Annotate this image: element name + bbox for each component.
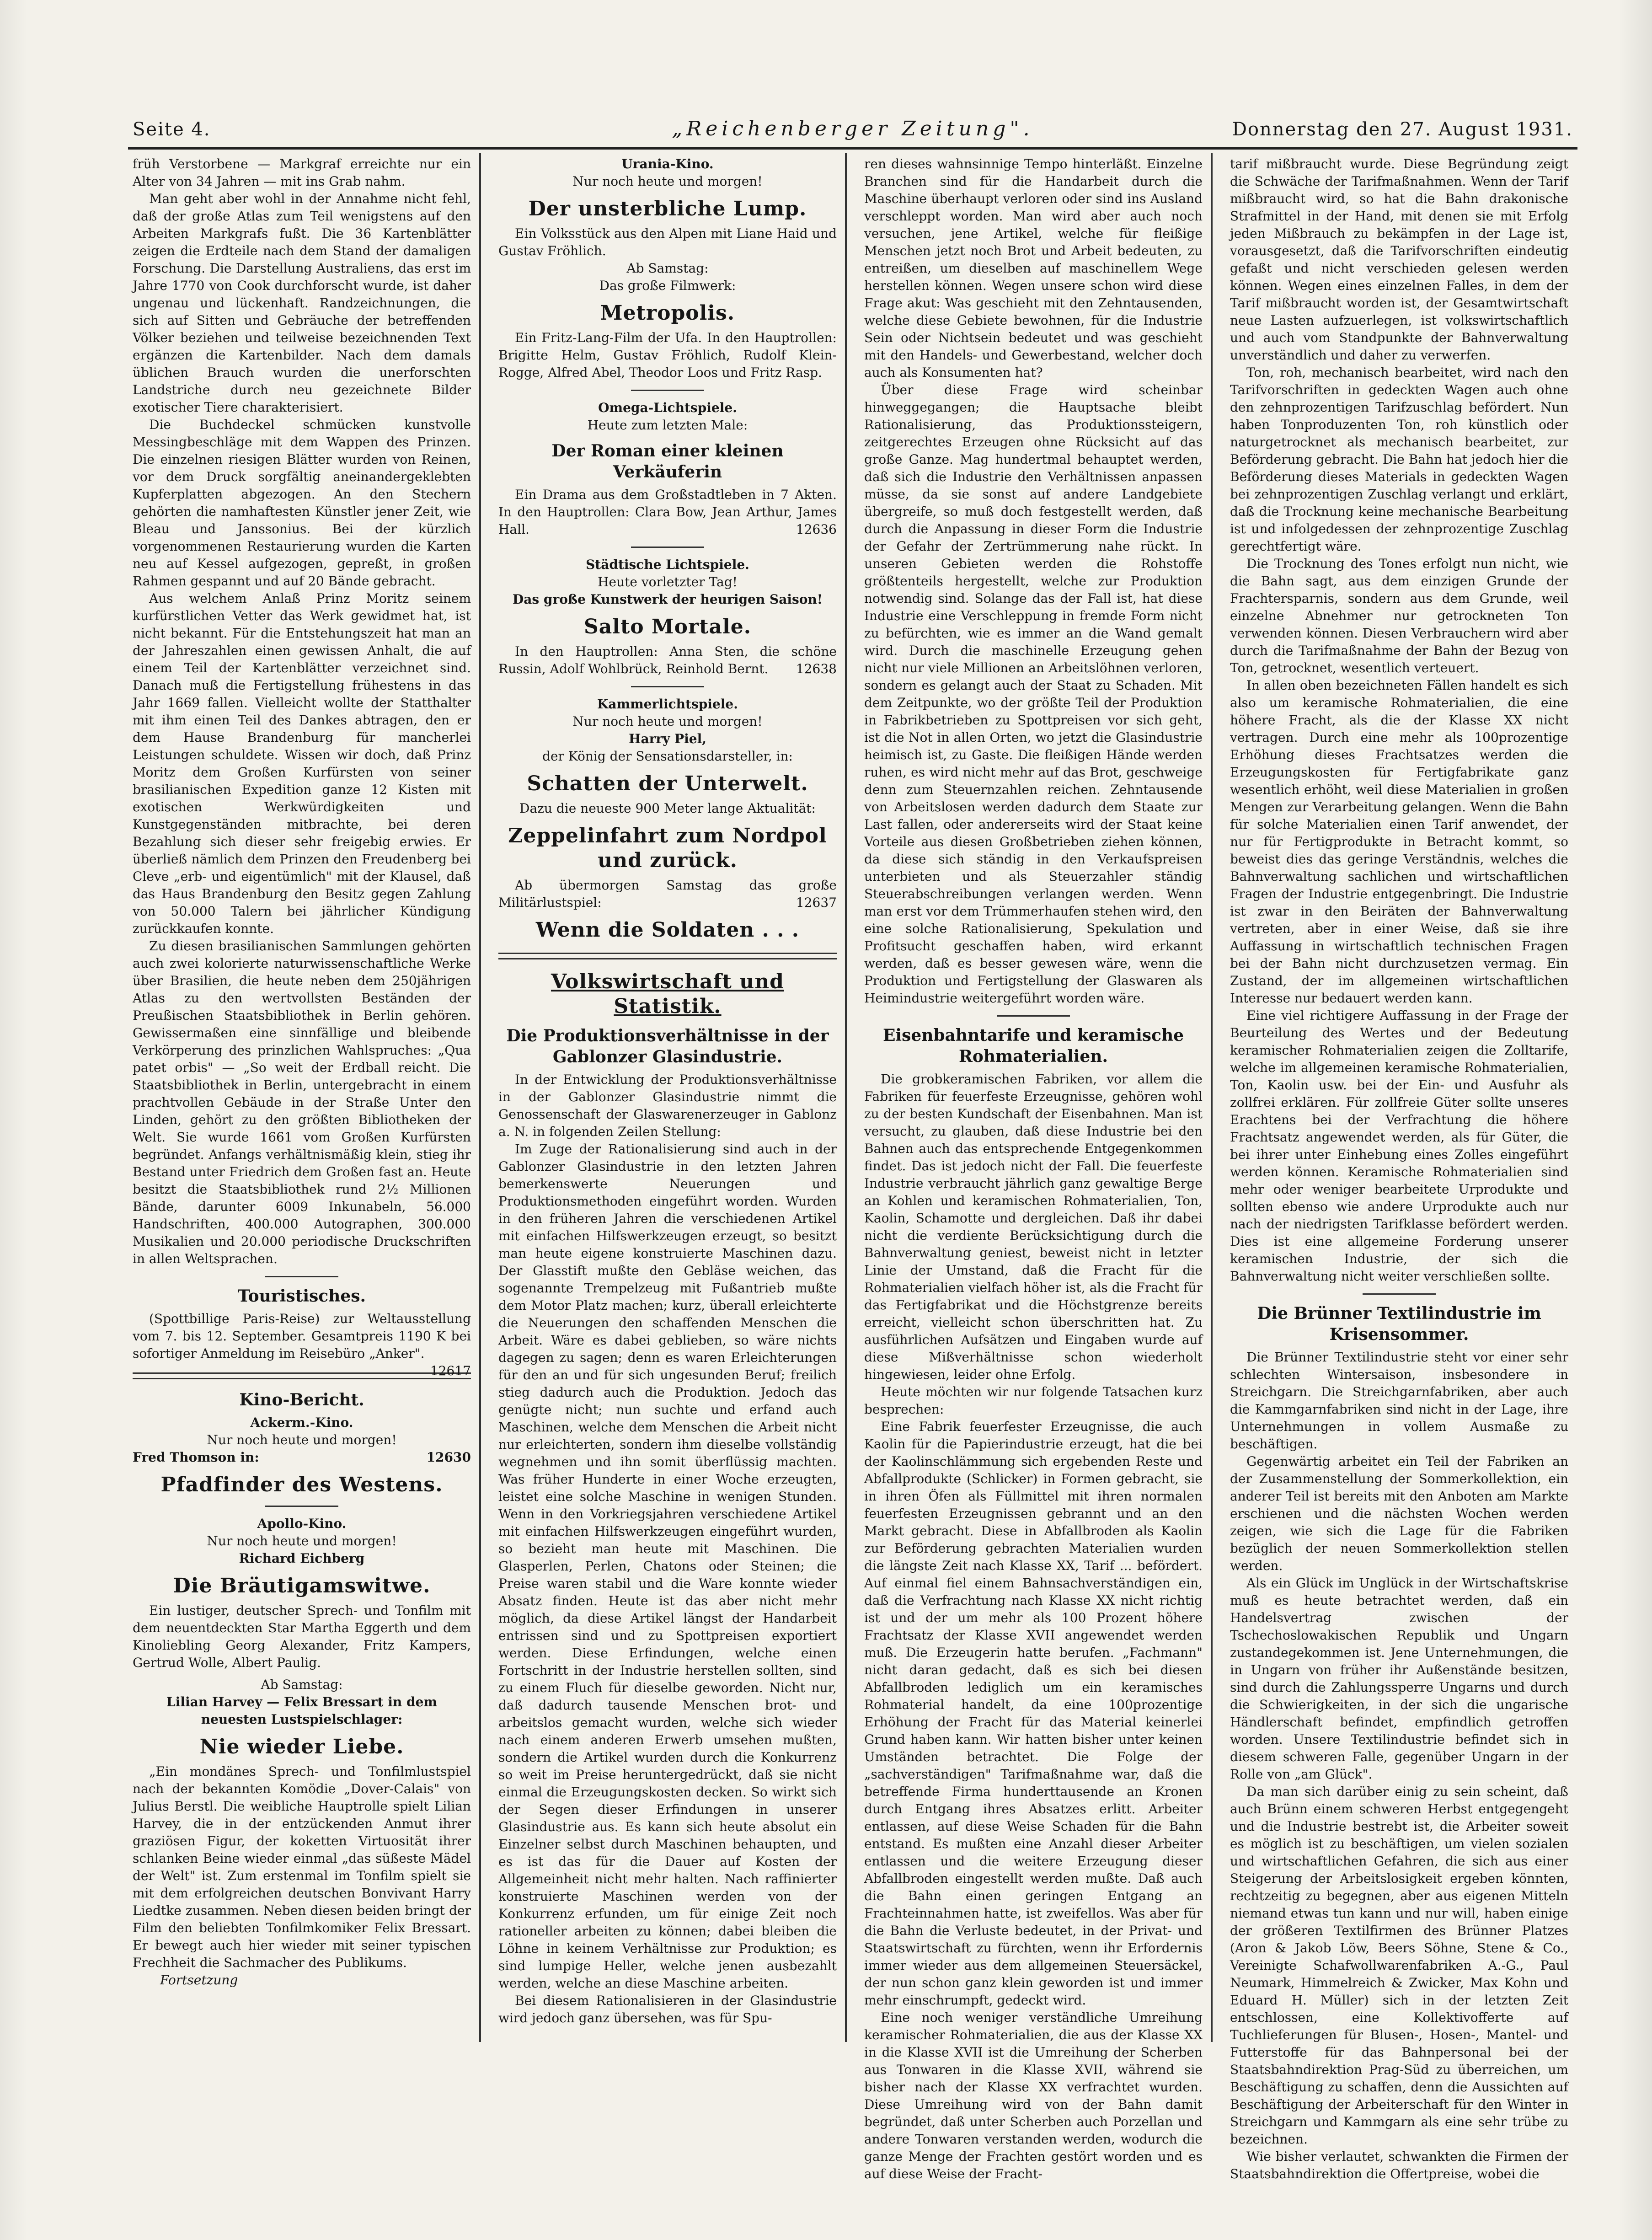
- cinema-name: Apollo-Kino.: [257, 1516, 347, 1531]
- section-heading-tourism: Touristisches.: [237, 1286, 366, 1306]
- article-paragraph: Die Brünner Textilindustrie steht vor einer sehr schlechten Wintersaison, insbesondere in Streichgarn. Die Streichgarnfabriken, aber auch die Kammgarnfabriken sind nicht in der Lage, ihre Unternehmungen in vollem Ausmaße zu beschäftigen.: [1230, 1350, 1568, 1452]
- article-paragraph: tarif mißbraucht wurde. Diese Begründung zeigt die Schwäche der Tarifmaßnahmen. Wenn der Tarif mißbraucht wird, so hat die Bahn drakonische Strafmittel in der Hand, mit denen sie mit Erfolg jeden Mißbrauch zu bekämpfen in der Lage ist, vorausgesetzt, daß die Tarifvorschriften eindeutig gefaßt und nicht verschieden gelesen werden können. Wegen eines einzelnen Falles, in dem der Tarif mißbraucht worden ist, der Gesamtwirtschaft neue Lasten aufzuerlegen, ist volkswirtschaftlich und auch vom Standpunkte der Bahnverwaltung unverständlich und daher zu verwerfen.: [1230, 156, 1568, 363]
- newspaper-title: „Reichenberger Zeitung".: [672, 117, 1034, 140]
- film-title: Wenn die Soldaten . . .: [535, 918, 800, 942]
- cinema-days: Heute vorletzter Tag!: [598, 574, 738, 589]
- column-4: [1230, 155, 1568, 2181]
- article-paragraph: Bei diesem Rationalisieren in der Glasindustrie wird jedoch ganz übersehen, was für Spu-: [498, 1993, 837, 2026]
- film-title: Der unsterbliche Lump.: [528, 197, 807, 220]
- article-paragraph: Eine Fabrik feuerfester Erzeugnisse, die auch Kaolin für die Papierindustrie erzeugt, hat die bei der Kaolinschlämmung sich ergebenden Reste und Abfallprodukte (Schlicker) in Formen gebracht, sie in ihren Öfen als Füllmittel mit ihren normalen feuerfesten Erzeugnissen gebrannt und an den Markt gebracht. Diese in Abfallbroden als Kaolin zur Beförderung gebrachten Materialien wurden die längste Zeit nach Klasse XX, Tarif ... befördert. Auf einmal fiel einem Bahnsachverständigen ein, daß die Verfrachtung nach Klasse XX nicht richtig ist und der um mehr als 100 Prozent höhere Frachtsatz der Klasse XVII angewendet werden muß. Die Erzeugerin hatte berufen. „Fachmann" nicht daran gedacht, daß es sich bei diesen Abfallbroden lediglich um ein keramisches Rohmaterial handelt, da eine 100prozentige Erhöhung der Fracht für das Material keinerlei Grund haben kann. Wir hatten bisher unter keinen Umständen betrachtet. Die Folge der „sachverständigen" Tarifmaßnahme war, daß die betreffende Firma hunderttausende an Kronen durch Entgang ihres Absatzes erlitt. Arbeiter entlassen, auf diese Weise Schaden für die Bahn entstand. Es mußten eine Anzahl dieser Arbeiter entlassen und die weitere Erzeugung dieser Abfallbroden eingestellt werden mußte. Daß auch die Bahn einen geringen Entgang an Frachteinnahmen hatte, ist zweifellos. Was aber für die Bahn die Verluste bedeutet, in der Privat- und Staatswirtschaft zu fürchten, wenn ihr Erfordernis immer wieder aus dem allgemeinen Steuersäckel, der nun schon ganz klein geworden ist und immer mehr einschrumpft, gedeckt wird.: [864, 1419, 1203, 2008]
- section-divider: [631, 686, 704, 687]
- film-extra: Dazu die neueste 900 Meter lange Aktualität:: [519, 801, 816, 816]
- cinema-days: Nur noch heute und morgen!: [207, 1432, 397, 1447]
- article-paragraph: Gegenwärtig arbeitet ein Teil der Fabriken an der Zusammenstellung der Sommerkollektion, ein anderer Teil ist bereits mit den Anboten am Markte erschienen und die nächsten Wochen werden zeigen, wie sich die Lage für die Fabriken bezüglich der neuen Sommerkollektion stellen werden.: [1230, 1454, 1568, 1573]
- article-paragraph: Die Trocknung des Tones erfolgt nun nicht, wie die Bahn sagt, aus dem einzigen Grunde der Frachtersparnis, sondern aus dem Grunde, weil einzelne Abnehmer nur getrockneten Ton verwenden können. Diesen Verbrauchern wird aber durch die Tarifmaßnahme der Bahn der Bezug von Ton, getrocknet, wesentlich verteuert.: [1230, 556, 1568, 675]
- film-title: Pfadfinder des Westens.: [160, 1473, 443, 1496]
- section-divider: [265, 1276, 338, 1277]
- film-description: Ein Fritz-Lang-Film der Ufa. In den Hauptrollen: Brigitte Helm, Gustav Fröhlich, Rudolf Klein-Rogge, Alfred Abel, Theodor Loos und Fritz Rasp.: [498, 330, 837, 380]
- ad-code: 12636: [796, 522, 837, 537]
- article-paragraph: Man geht aber wohl in der Annahme nicht fehl, daß der große Atlas zum Teil wenigstens auf den Arbeiten Markgrafs fußt. Die 36 Kartenblätter zeigen die Erdteile nach dem Stand der damaligen Forschung. Die Darstellung Australiens, das erst im Jahre 1770 von Cook durchforscht wurde, ist daher ungenau und lückenhaft. Randzeichnungen, die sich auf Sitten und Gebräuche der betreffenden Völker beziehen und teilweise bezeichnenden Text ergänzen die Kartenbilder. Nach dem damals üblichen Brauch wurden die unerforschten Landstriche durch neu gezeichnete Bilder exotischer Tiere charakterisiert.: [133, 191, 471, 415]
- article-paragraph: In der Entwicklung der Produktionsverhältnisse in der Gablonzer Glasindustrie nimmt die Genossenschaft der Glaswarenerzeuger in Gablonz a. N. in folgenden Zeilen Stellung:: [498, 1072, 837, 1139]
- page-header: [133, 114, 1573, 146]
- film-title: Der Roman einer kleinen Verkäuferin: [551, 441, 784, 482]
- article-paragraph: In allen oben bezeichneten Fällen handelt es sich also um keramische Rohmaterialien, die eine höhere Fracht, als die der Klasse XX nicht vertragen. Durch eine mehr als 100prozentige Erhöhung dieses Frachtsatzes werden die Erzeugungskosten für Fertigfabrikate ganz wesentlich erhöht, weil diese Materialien in großen Mengen zur Verarbeitung gelangen. Wenn die Bahn für solche Materialien einen Tarif anwendet, der nur für Fertigprodukte in Betracht kommt, so beweist dies das geringe Verständnis, welches die Bahnverwaltung sachlichen und wirtschaftlichen Fragen der Industrie entgegenbringt. Die Industrie ist zwar in den Beiräten der Bahnverwaltung vertreten, aber in einer Weise, daß sie ihre Auffassung in wirtschaftlich technischen Fragen bei der Bahn nicht durchzusetzen vermag. Ein Zustand, der im allgemeinen wirtschaftlichen Interesse nur bedauert werden kann.: [1230, 678, 1568, 1006]
- article-paragraph: Heute möchten wir nur folgende Tatsachen kurz besprechen:: [864, 1384, 1203, 1417]
- header-rule: [128, 147, 1577, 150]
- article-paragraph: Aus welchem Anlaß Prinz Moritz seinem kurfürstlichen Vetter das Werk gewidmet hat, ist nicht bekannt. Für die Entstehungszeit hat man an der Jahreszahlen einen gewissen Anhalt, die auf einem Teil der Kartenblätter verzeichnet sind. Danach muß die Fertigstellung frühestens in das Jahr 1669 fallen. Vielleicht wollte der Statthalter mit ihm einen Teil des Dankes abtragen, den er dem Hause Brandenburg für mancherlei Leistungen schuldete. Wissen wir doch, daß Prinz Moritz dem Großen Kurfürsten von seiner brasilianischen Expedition ganze 12 Kisten mit exotischen Werkwürdigkeiten und Kunstgegenständen mitbrachte, bei deren Bezahlung sich dieser sehr freigebig erwies. Er überließ nämlich dem Prinzen den Freudenberg bei Cleve „erb- und eigentümlich" mit der Klausel, daß das Haus Brandenburg den Besitz gegen Zahlung von 50.000 Talern bei jährlicher Kündigung zurückkaufen konnte.: [133, 591, 471, 936]
- cinema-saturday: Ab Samstag:: [626, 261, 709, 276]
- cinema-name: Ackerm.-Kino.: [250, 1415, 353, 1430]
- cinema-saturday: Ab Samstag:: [261, 1677, 343, 1692]
- article-paragraph: Ton, roh, mechanisch bearbeitet, wird nach den Tarifvorschriften in gedeckten Wagen auch ohne den zehnprozentigen Tarifzuschlag befördert. Nun haben Tonproduzenten Ton, roh künstlich oder naturgetrocknet als mechanisch bearbeitet, zur Beförderung gebracht. Die Bahn hat jedoch hier die Beförderung dieses Materials in gedeckten Wagen bei zehnprozentigen Zuschlag verlangt und erklärt, daß die Trocknung keine mechanische Bearbeitung ist und infolgedessen der zehnprozentige Zuschlag gerechtfertigt wäre.: [1230, 365, 1568, 554]
- issue-date: Donnerstag den 27. August 1931.: [1232, 119, 1573, 140]
- cinema-star: Fred Thomson in:: [133, 1450, 259, 1465]
- article-paragraph: Die Buchdeckel schmücken kunstvolle Messingbeschläge mit dem Wappen des Prinzen. Die einzelnen riesigen Blätter wurden von Reinen, vor dem Druck sorgfältig aneinandergeklebten Kupferplatten abgezogen. An den Stechern gehörten die namhaftesten Künstler jener Zeit, wie Bleau und Janssonius. Bei der kürzlich vorgenommenen Restaurierung wurden die Karten neu auf Kessel aufgezogen, gepreßt, in großen Rahmen gespannt und auf 20 Bände gebracht.: [133, 417, 471, 589]
- cinema-days: Nur noch heute und morgen!: [572, 174, 763, 189]
- article-heading: Die Produktionsverhältnisse in der Gablonzer Glasindustrie.: [506, 1026, 829, 1066]
- column-rule-3: [1211, 153, 1213, 2042]
- cinema-name: Kammerlichtspiele.: [597, 697, 738, 712]
- column-rule-1: [479, 153, 481, 2042]
- section-heading-cinema: Kino-Bericht.: [239, 1390, 364, 1409]
- article-paragraph: früh Verstorbene — Markgraf erreichte nur ein Alter von 34 Jahren — mit ins Grab nahm.: [133, 156, 471, 189]
- continuation-mark: Fortsetzung: [160, 1972, 238, 1988]
- cinema-days: Heute zum letzten Male:: [587, 418, 748, 433]
- ad-code: 12637: [796, 895, 837, 910]
- page-number: Seite 4.: [133, 119, 211, 140]
- article-paragraph: Zu diesen brasilianischen Sammlungen gehörten auch zwei kolorierte naturwissenschaftliche Werke über Brasilien, die heute neben dem 250jährigen Atlas zu den wertvollsten Beständen der Preußischen Staatsbibliothek in Berlin gehören. Gewissermaßen eine sinnfällige und bleibende Verkörperung des prinzlichen Wahlspruches: „Qua patet orbis" — „So weit der Erdball reicht. Die Staatsbibliothek in Berlin, untergebracht in einem prachtvollen Gebäude in der Straße Unter den Linden, gehört zu den größten Bibliotheken der Welt. Sie wurde 1661 vom Großen Kurfürsten begründet. Anfangs verhältnismäßig klein, stieg ihr Bestand unter Friedrich dem Großen fast an. Heute besitzt die Staatsbibliothek rund 2½ Millionen Bände, darunter 6009 Inkunabeln, 56.000 Handschriften, 400.000 Autographen, 300.000 Musikalien und 20.000 periodische Druckschriften in allen Weltsprachen.: [133, 938, 471, 1266]
- film-description: Ein lustiger, deutscher Sprech- und Tonfilm mit dem neuentdeckten Star Martha Eggerth und dem Kinoliebling Georg Alexander, Fritz Kampers, Gertrud Wolle, Albert Paulig.: [133, 1603, 471, 1670]
- film-title: Nie wieder Liebe.: [199, 1735, 404, 1758]
- film-title: Die Bräutigamswitwe.: [173, 1574, 431, 1597]
- film-title: Metropolis.: [600, 301, 735, 325]
- section-heading-economy: Volkswirtschaft und Statistik.: [551, 970, 784, 1018]
- tourism-notice-text: (Spottbillige Paris-Reise) zur Weltausstellung vom 7. bis 12. September. Gesamtpreis 1190 K bei sofortiger Anmeldung im Reisebüro „Anker".: [133, 1311, 471, 1361]
- film-title: Salto Mortale.: [583, 615, 752, 638]
- film-intro: der König der Sensationsdarsteller, in:: [542, 749, 793, 764]
- film-description: Ein Volksstück aus den Alpen mit Liane Haid und Gustav Fröhlich.: [498, 226, 837, 258]
- film-intro: Das große Kunstwerk der heurigen Saison!: [512, 592, 823, 607]
- film-star: Harry Piel,: [628, 731, 706, 746]
- article-paragraph: Als ein Glück im Unglück in der Wirtschaftskrise muß es heute betrachtet werden, daß ein Handelsvertrag zwischen der Tschechoslowakischen Republik und Ungarn zustandegekommen ist. Jene Unternehmungen, die in Ungarn von früher ihr Außenstände besitzen, sind durch die Zahlungssperre Ungarns und durch die Schwierigkeiten, in der sich die ungarische Händlerschaft befindet, empfindlich getroffen worden. Unsere Textilindustrie befindet sich in diesem schweren Falle, gegenüber Ungarn in der Rolle von „am Glück".: [1230, 1576, 1568, 1782]
- film-description: [498, 486, 837, 538]
- column-rule-2: [845, 153, 847, 2042]
- article-paragraph: Eine viel richtigere Auffassung in der Frage der Beurteilung des Wertes und der Bedeutung keramischer Rohmaterialien zeigen die Zolltarife, welche im allgemeinen keramische Rohmaterialien, Ton, Kaolin usw. bei der Ein- und Ausfuhr als zollfrei erklären. Für zollfreie Güter sollte unseres Erachtens bei der Verfrachtung die höhere Frachtsatz angewendet werden, als für Güter, die bei ihrer unter Einhebung eines Zolles eingeführt werden können. Keramische Rohmaterialien sind mehr oder weniger bearbeitete Urprodukte und sollten ebenso wie andere Urprodukte auch nur nach der niedrigsten Tarifklasse befördert werden. Dies ist eine allgemeine Forderung unserer keramischen Industrie, der sich die Bahnverwaltung nicht weiter verschließen sollte.: [1230, 1008, 1568, 1284]
- film-description-text: Ab übermorgen Samstag das große Militärlustspiel:: [498, 878, 837, 910]
- column-3: [864, 155, 1203, 2181]
- section-divider: [997, 1015, 1070, 1017]
- cinema-days: Nur noch heute und morgen!: [572, 714, 763, 729]
- tourism-notice: [133, 1310, 471, 1378]
- film-title: Zeppelinfahrt zum Nordpol und zurück.: [508, 824, 827, 872]
- column-1: [133, 155, 471, 2040]
- cinema-star-line: [133, 1449, 471, 1466]
- film-cast: Lilian Harvey — Felix Bressart in dem neuesten Lustspielschlager:: [166, 1694, 438, 1727]
- film-description: [498, 877, 837, 911]
- article-heading: Die Brünner Textilindustrie im Krisensommer.: [1257, 1304, 1541, 1344]
- cinema-days: Nur noch heute und morgen!: [207, 1533, 397, 1549]
- section-divider: [631, 390, 704, 391]
- section-divider: [1363, 1293, 1436, 1295]
- article-heading: Eisenbahntarife und keramische Rohmaterialien.: [882, 1026, 1184, 1066]
- film-description: [498, 643, 837, 678]
- article-paragraph: ren dieses wahnsinnige Tempo hinterläßt. Einzelne Branchen sind für die Handarbeit durch die Maschine überhaupt verloren oder sind ins Ausland verschleppt worden. Man wird aber auch noch versuchen, jene Artikel, welche für fleißige Menschen jetzt noch Brot und Arbeit bedeuten, zu entreißen, um dieselben auf maschinellem Wege herstellen können. Wegen unsere schon wird diese Frage akut: Was geschieht mit den Zehntausenden, welche diese Gebiete bewohnen, für die Industrie Sein oder Nichtsein bedeutet und was geschieht mit den Handels- und Gewerbestand, welcher doch auch als Konsumenten hat?: [864, 156, 1203, 380]
- article-paragraph: Eine noch weniger verständliche Umreihung keramischer Rohmaterialien, die aus der Klasse XX in die Klasse XVII ist die Umreihung der Scherben aus Tonwaren in die Klasse XVII, während sie bisher nach der Klasse XX verfrachtet wurden. Diese Umreihung wird von der Bahn damit begründet, daß unter Scherben auch Porzellan und andere Tonwaren verstanden werden, wodurch die ganze Menge der Frachten gestört worden und es auf diese Weise der Fracht-: [864, 2010, 1203, 2181]
- article-paragraph: Wie bisher verlautet, schwankten die Firmen der Staatsbahndirektion die Offertpreise, wobei die: [1230, 2149, 1568, 2181]
- film-director: Richard Eichberg: [239, 1551, 365, 1566]
- ad-code: 12630: [426, 1450, 471, 1465]
- article-paragraph: Über diese Frage wird scheinbar hinweggegangen; die Hauptsache bleibt Rationalisierung, das Produktionssteigern, zeitgerechtes Erzeugen ohne Rücksicht auf das große Ganze. Mag hundertmal behauptet werden, daß sich die Industrie den Verhältnissen anpassen müsse, da sie sonst auf andere Landgebiete übergreife, so muß doch festgestellt werden, daß durch die Anpassung in dieser Form die Industrie der Gefahr der Zertrümmerung nahe rückt. In unseren Gebieten werden die Rohstoffe größtenteils hergestellt, welche zur Produktion notwendig sind. Solange das der Fall ist, hat diese Industrie eine Verschleppung in fremde Form nicht zu befürchten, wie es immer an die Wand gemalt wird. Durch die maschinelle Erzeugung gehen nicht nur viele Millionen an Arbeitslöhnen verloren, sondern es gelangt auch der Staat zu Schaden. Mit dem Zeitpunkte, wo der größte Teil der Produktion in Fabrikbetrieben zu Spottpreisen vor sich geht, ist die Not in allen Orten, wo jetzt die Glasindustrie heimisch ist, zu Gaste. Die fleißigen Hände werden ruhen, es wird nicht mehr auf das Brot, geschweige denn zum Steuernzahlen reichen. Zehntausende von Arbeitslosen werden dadurch dem Staate zur Last fallen, oder andererseits wird der Staat keine Vorteile aus diesen Großbetrieben ziehen können, da diese sich ständig in den Verkaufspreisen unterbieten und als Steuerzahler ständig Steuerabschreibungen verlangen werden. Wenn man erst vor dem Trümmerhaufen stehen wird, den eine solche Rationalisierung, Spekulation und Profitsucht geschaffen haben, wird erkannt werden, daß es besser gewesen wäre, wenn die Produktion und Fertigstellung der Glaswaren als Heimindustrie weitergeführt worden wäre.: [864, 382, 1203, 1006]
- section-divider: [265, 1506, 338, 1507]
- cinema-name: Städtische Lichtspiele.: [586, 557, 749, 572]
- cinema-name: Urania-Kino.: [621, 156, 714, 171]
- film-intro: Das große Filmwerk:: [599, 278, 736, 293]
- film-title: Schatten der Unterwelt.: [527, 772, 808, 795]
- article-paragraph: Im Zuge der Rationalisierung sind auch in der Gablonzer Glasindustrie in den letzten Jahren bemerkenswerte Neuerungen und Produktionsmethoden eingeführt worden. Wurden in den früheren Jahren die verschiedenen Artikel mit einfachen Hilfswerkzeugen erzeugt, so besitzt man heute eigene konstruierte Maschinen dazu. Der Glasstift mußte den Gebläse weichen, das sogenannte Trempelzeug mit Fußantrieb mußte dem Motor Platz machen; kurz, überall erleichterte die Neuerungen den schaffenden Menschen die Arbeit. Wäre es dabei geblieben, so wäre nichts dagegen zu sagen; denn es waren Erleichterungen für den an und für sich ungesunden Beruf; freilich stieg dadurch auch die Produktion. Jedoch das genügte nicht; nun suchte und erfand auch Maschinen, welche dem Menschen die Arbeit nicht nur erleichterten, sondern ihm dieselbe vollständig wegnehmen und ihn somit überflüssig machten. Was früher Hunderte in einer Woche erzeugten, leistet eine solche Maschine in wenigen Stunden. Wenn in den Vorkriegsjahren verschiedene Artikel mit einfachen Hilfswerkzeugen eingeführt wurden, so bezieht man heute mit Maschinen. Die Glasperlen, Perlen, Chatons oder Steinen; die Preise waren stabil und die Ware konnte wieder Absatz finden. Heute ist das aber nicht mehr möglich, da diese Artikel längst der Handarbeit entrissen sind und zu Spottpreisen exportiert werden. Diese Erfindungen, welche einen Fortschritt in der Industrie herstellen sollten, sind zu einem Fluch für dieselbe geworden. Nicht nur, daß dadurch tausende Menschen brot- und arbeitslos gemacht wurden, welche sich wieder nach einem anderen Erwerb umsehen mußten, sondern die Artikel wurden durch die Konkurrenz so weit im Preise heruntergedrückt, daß sie nicht einmal die Erzeugungskosten decken. So wirkt sich der Segen dieser Erfindungen in unserer Glasindustrie aus. Es kann sich heute absolut ein Einzelner selbst durch Maschinen behaupten, und es ist das für die Dauer auf Kosten der Allgemeinheit nicht mehr halten. Nach raffinierter konstruierte Maschinen werden von der Konkurrenz erfunden, um für einige Zeit noch rationeller arbeiten zu können; dabei bleiben die Löhne in keinem Verhältnisse zur Produktion; es sind lumpige Heller, welche jenen ausbezahlt werden, welche an diese Maschine arbeiten.: [498, 1141, 837, 1991]
- film-description-text: Ein Drama aus dem Großstadtleben in 7 Akten. In den Hauptrollen: Clara Bow, Jean Arthur, James Hall.: [498, 487, 837, 537]
- section-divider: [498, 953, 837, 959]
- ad-code: 12617: [430, 1363, 471, 1378]
- cinema-name: Omega-Lichtspiele.: [598, 400, 737, 415]
- column-2: [498, 155, 837, 2040]
- article-paragraph: Da man sich darüber einig zu sein scheint, daß auch Brünn einem schweren Herbst entgegengeht und die Industrie bestrebt ist, die Arbeiter soweit es möglich ist zu beschäftigen, um vielen sozialen und wirtschaftlichen Gefahren, die sich aus einer Steigerung der Arbeitslosigkeit ergeben könnten, rechtzeitig zu begegnen, aber aus eigenen Mitteln niemand etwas tun kann und nur will, haben einige der größeren Textilfirmen des Brünner Platzes (Aron & Jakob Löw, Beers Söhne, Stene & Co., Vereinigte Schafwollwarenfabriken A.-G., Paul Neumark, Himmelreich & Zwicker, Max Kohn und Eduard H. Müller) sich in der letzten Zeit entschlossen, eine Kollektivofferte auf Tuchlieferungen für Blusen-, Hosen-, Mantel- und Futterstoffe für das Bahnpersonal bei der Staatsbahndirektion Prag-Süd zu überreichen, um Beschäftigung zu schaffen, denn die Aussichten auf Beschäftigung der Arbeiterschaft für den Winter in Streichgarn und Kammgarn als eine sehr trübe zu bezeichnen.: [1230, 1784, 1568, 2147]
- article-paragraph: Die grobkeramischen Fabriken, vor allem die Fabriken für feuerfeste Erzeugnisse, gehören wohl zu der besten Kundschaft der Eisenbahnen. Man ist versucht, zu glauben, daß diese Industrie bei den Bahnen auch das entsprechende Entgegenkommen findet. Das ist jedoch nicht der Fall. Die feuerfeste Industrie verbraucht jährlich ganz gewaltige Berge an Kohlen und keramischen Rohmaterialien, Ton, Kaolin, Schamotte und dergleichen. Daß ihr dabei nicht die verdiente Berücksichtigung durch die Bahnverwaltung geniest, beweist nicht in letzter Linie der Umstand, daß die Fracht für die Rohmaterialien vielfach höher ist, als die Fracht für das Fertigfabrikat und die Höchstgrenze bereits erreicht, vielleicht schon überschritten hat. Zu ausführlichen Aufsätzen und Eingaben wurde auf diese Mißverhältnisse schon wiederholt hingewiesen, leider ohne Erfolg.: [864, 1072, 1203, 1382]
- film-description: „Ein mondänes Sprech- und Tonfilmlustspiel nach der bekannten Komödie „Dover-Calais" von Julius Berstl. Die weibliche Hauptrolle spielt Lilian Harvey, die in der entzückenden Anmut ihrer graziösen Figur, der koketten Virtuosität ihrer schlanken Beine wieder einmal „das süßeste Mädel der Welt" ist. Zum erstenmal im Tonfilm spielt sie mit dem erfolgreichen deutschen Bonvivant Harry Liedtke zusammen. Neben diesen beiden bringt der Film den beliebten Tonfilmkomiker Felix Bressart. Er bewegt auch hier wieder mit seiner typischen Frechheit die Sachmacher des Publikums.: [133, 1764, 471, 1970]
- film-description-text: In den Hauptrollen: Anna Sten, die schöne Russin, Adolf Wohlbrück, Reinhold Bernt.: [498, 644, 837, 676]
- section-divider: [631, 547, 704, 548]
- ad-code: 12638: [796, 661, 837, 676]
